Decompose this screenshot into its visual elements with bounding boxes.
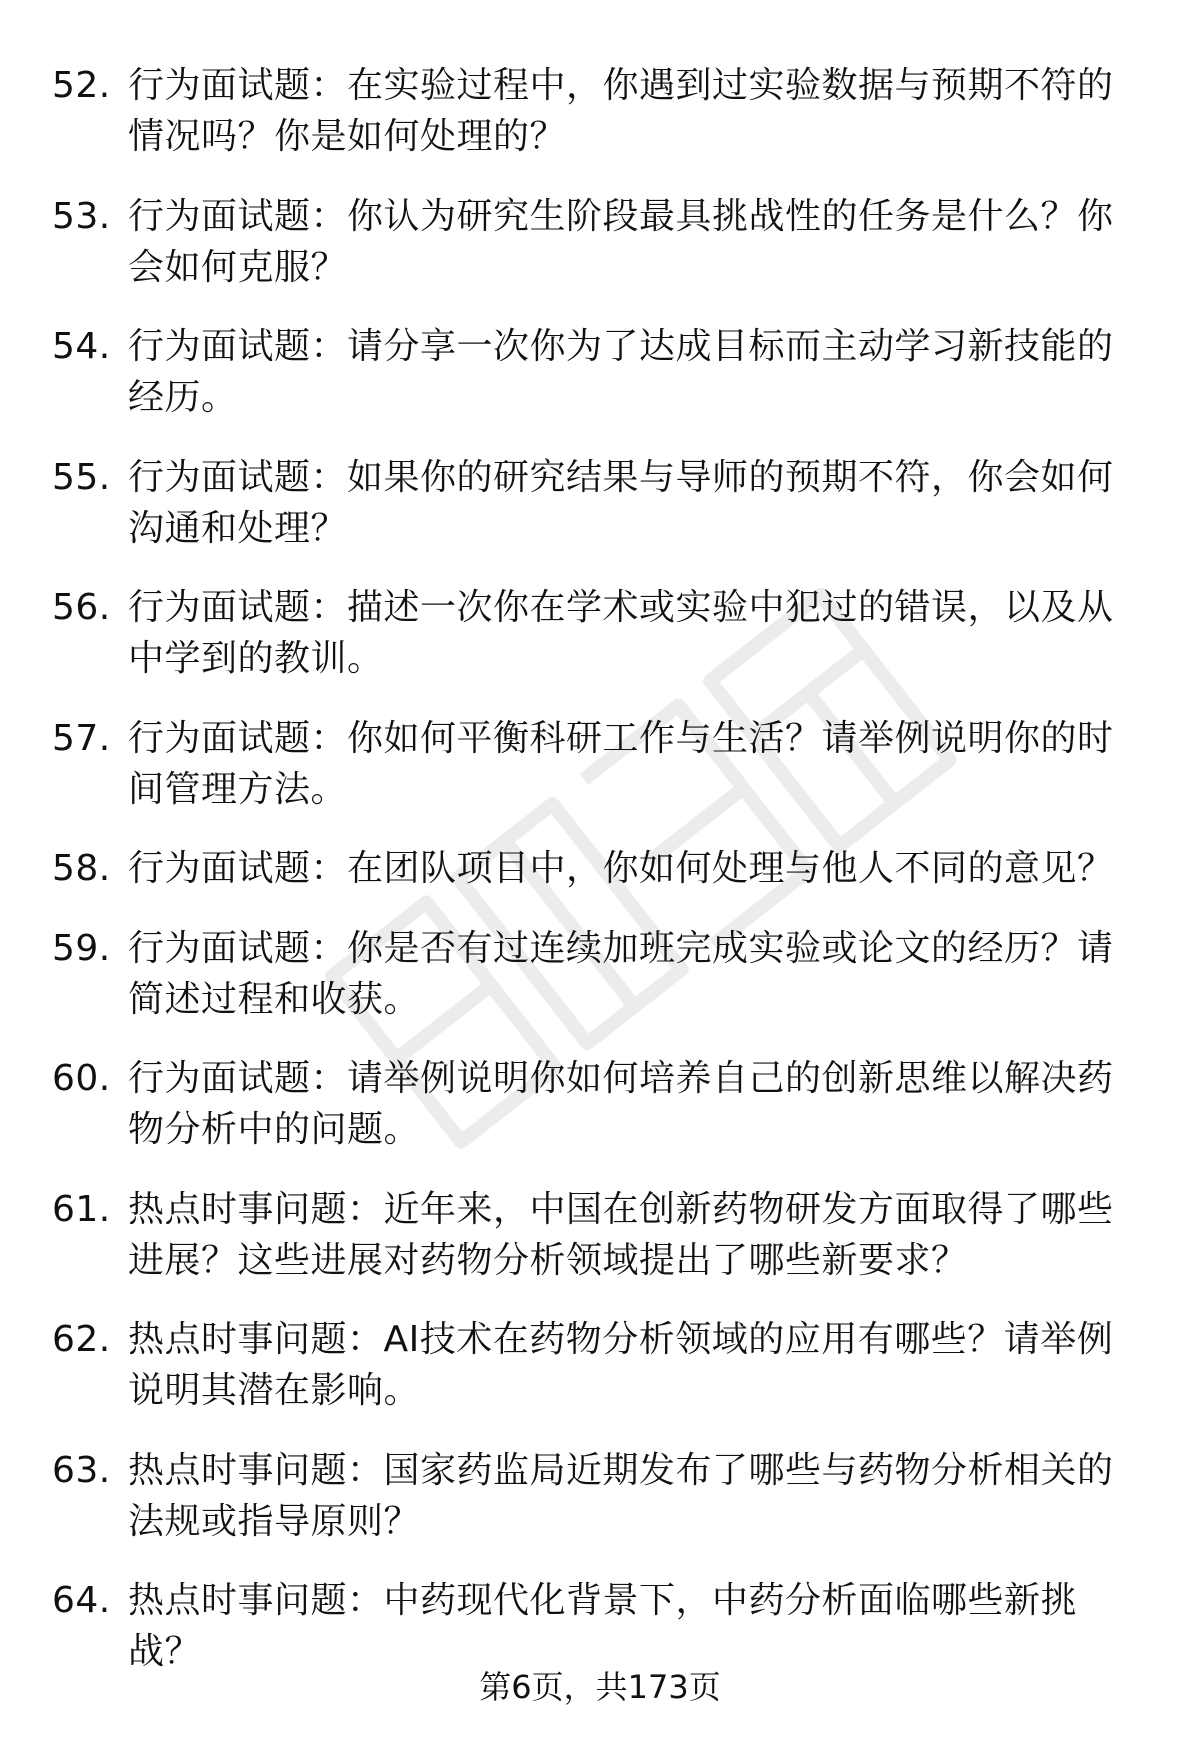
question-item [52, 60, 1142, 162]
question-item [52, 1314, 1142, 1416]
question-text: 热点时事问题：中药现代化背景下，中药分析面临哪些新挑战？ [128, 1580, 1078, 1672]
question-number: 53. [52, 195, 111, 237]
question-text: 热点时事问题：近年来，中国在创新药物研发方面取得了哪些进展？这些进展对药物分析领域提出了哪些新要求？ [128, 1188, 1114, 1281]
question-text: 热点时事问题：国家药监局近期发布了哪些与药物分析相关的法规或指导原则？ [128, 1449, 1114, 1542]
question-item [52, 923, 1142, 1025]
question-item [52, 1184, 1142, 1286]
question-item [52, 1053, 1142, 1155]
question-item [52, 321, 1142, 423]
question-number: 55. [52, 456, 111, 498]
question-number: 58. [52, 848, 111, 889]
question-number: 62. [52, 1319, 111, 1360]
question-item [52, 843, 1142, 894]
question-text: 行为面试题：在团队项目中，你如何处理与他人不同的意见？ [128, 848, 1114, 889]
question-item [52, 1445, 1142, 1547]
question-item [52, 1575, 1142, 1677]
question-item [52, 582, 1142, 684]
question-text: 行为面试题：你是否有过连续加班完成实验或论文的经历？请简述过程和收获。 [128, 927, 1114, 1020]
question-text: 行为面试题：在实验过程中，你遇到过实验数据与预期不符的情况吗？你是如何处理的？ [128, 65, 1114, 157]
question-text: 行为面试题：如果你的研究结果与导师的预期不符，你会如何沟通和处理？ [128, 456, 1114, 549]
question-text: 行为面试题：你认为研究生阶段最具挑战性的任务是什么？你会如何克服？ [128, 195, 1114, 288]
question-number: 63. [52, 1449, 111, 1491]
question-number: 54. [52, 326, 111, 367]
question-item [52, 191, 1142, 293]
question-list [52, 60, 1142, 1706]
question-number: 52. [52, 65, 111, 106]
question-number: 59. [52, 927, 111, 969]
question-text: 行为面试题：请分享一次你为了达成目标而主动学习新技能的经历。 [128, 326, 1114, 418]
question-text: 行为面试题：请举例说明你如何培养自己的创新思维以解决药物分析中的问题。 [128, 1058, 1114, 1150]
question-number: 56. [52, 587, 111, 628]
question-text: 热点时事问题：AI技术在药物分析领域的应用有哪些？请举例说明其潜在影响。 [128, 1319, 1114, 1411]
question-number: 57. [52, 717, 111, 759]
question-text: 行为面试题：你如何平衡科研工作与生活？请举例说明你的时间管理方法。 [128, 717, 1114, 810]
question-number: 64. [52, 1580, 111, 1621]
question-text: 行为面试题：描述一次你在学术或实验中犯过的错误，以及从中学到的教训。 [128, 587, 1114, 679]
question-item [52, 713, 1142, 815]
question-number: 60. [52, 1058, 111, 1099]
question-number: 61. [52, 1188, 111, 1230]
question-item [52, 452, 1142, 554]
page-number-footer: 第6页，共173页 [479, 1668, 721, 1706]
